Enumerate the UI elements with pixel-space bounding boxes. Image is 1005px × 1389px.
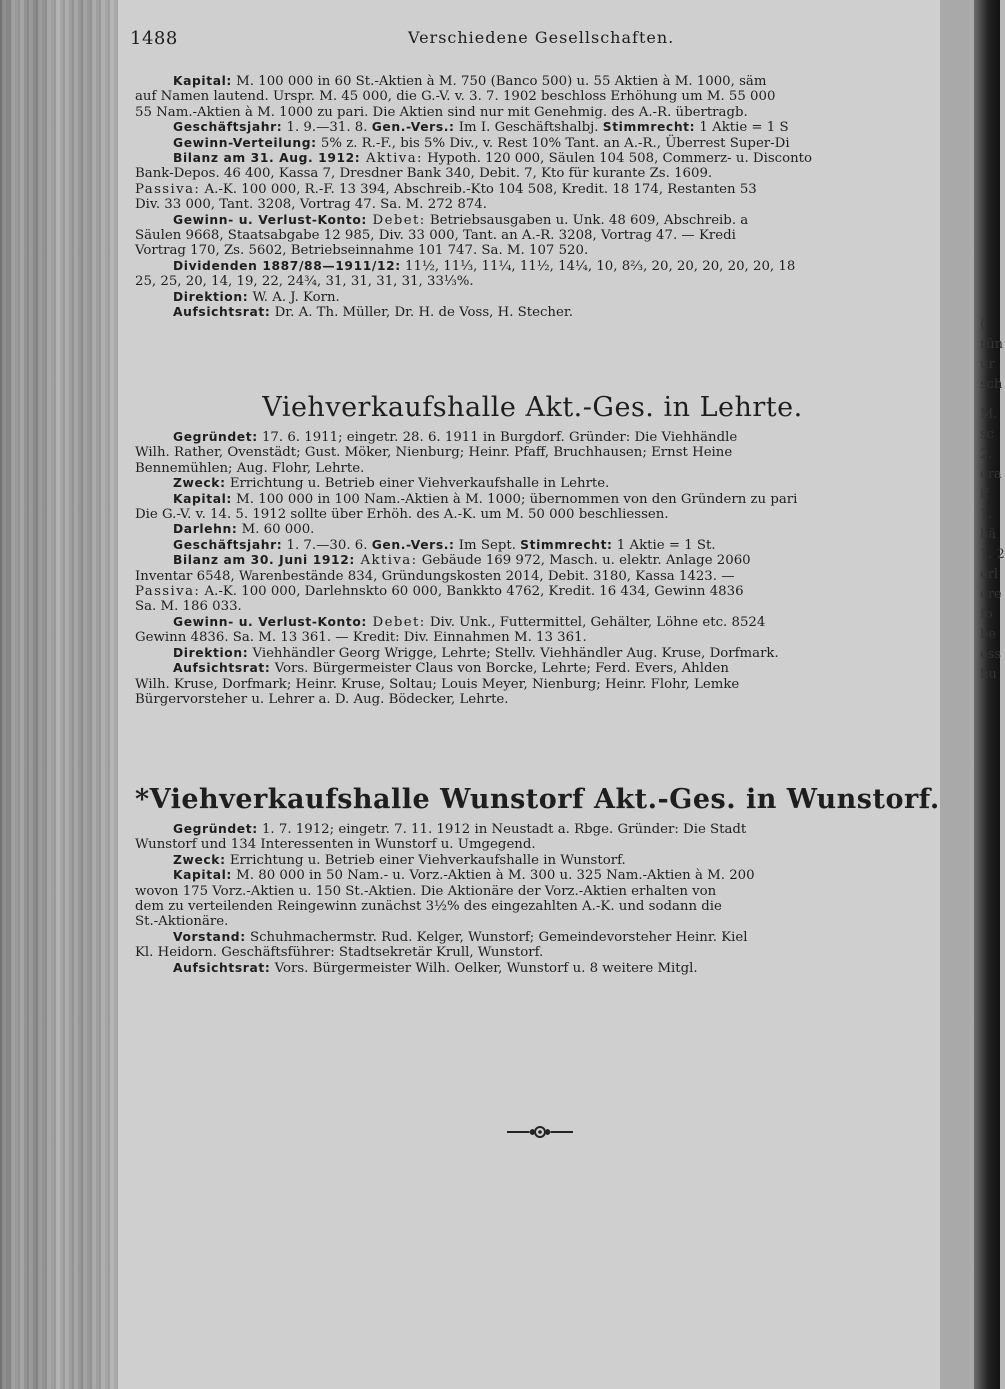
entry-keyword: Direktion: <box>173 645 249 660</box>
spaced-label: Aktiva: <box>354 553 418 569</box>
ornament-divider-icon <box>505 1124 575 1140</box>
entry-text: 1. 7. 1912; eingetr. 7. 11. 1912 in Neustadt a. Rbge. Gründer: Die Stadt <box>257 822 747 837</box>
text-line <box>135 182 930 197</box>
text-line <box>135 228 930 243</box>
text-line <box>135 677 930 692</box>
text-line <box>135 445 930 460</box>
text-line <box>135 692 930 707</box>
entry-keyword: Gen.-Vers.: <box>371 120 455 135</box>
entry-text: Hypoth. 120 000, Säulen 104 508, Commerz- u. Disconto <box>422 151 813 167</box>
entry-keyword: Zweck: <box>173 852 226 867</box>
entry-text: Inventar 6548, Warenbestände 834, Gründungskosten 2014, Debit. 3180, Kassa 1423. — <box>135 568 735 584</box>
entry-keyword: Zweck: <box>173 476 226 491</box>
bleed-fragment: M. <box>980 407 998 422</box>
entry-text: Schuhmachermstr. Rud. Kelger, Wunstorf; Gemeindevorsteher Heinr. Kiel <box>245 929 748 945</box>
entry-text: Gebäude 169 972, Masch. u. elektr. Anlage 2060 <box>417 553 751 569</box>
bleed-fragment: sch <box>980 377 1003 392</box>
entry-text: Im Sept. <box>454 537 521 553</box>
text-line <box>135 930 930 945</box>
bleed-fragment: 1. 2 <box>980 547 1005 562</box>
bleed-fragment: be <box>980 627 997 642</box>
text-line <box>135 136 930 151</box>
entry-keyword: Geschäftsjahr: <box>173 120 283 135</box>
text-line <box>135 646 930 661</box>
text-line <box>135 615 930 630</box>
entry-text: Div. 33 000, Tant. 3208, Vortrag 47. Sa. M. 272 874. <box>135 197 487 213</box>
page-number: 1488 <box>130 28 178 49</box>
entry-text: W. A. J. Korn. <box>248 289 340 305</box>
entry-keyword: Kapital: <box>173 868 232 883</box>
section-wunstorf-entry <box>135 822 930 976</box>
section-title-wunstorf: *Viehverkaufshalle Wunstorf Akt.-Ges. in Wunstorf. <box>135 784 940 815</box>
text-line <box>135 961 930 976</box>
entry-text: Vors. Bürgermeister Wilh. Oelker, Wunstorf u. 8 weitere Mitgl. <box>270 960 698 976</box>
entry-keyword: Aufsichtsrat: <box>173 305 271 320</box>
bleed-fragment: ur <box>980 357 995 372</box>
entry-text: 1 Aktie = 1 St. <box>612 537 716 553</box>
section-title-lehrte: Viehverkaufshalle Akt.-Ges. in Lehrte. <box>262 392 803 423</box>
entry-text: 1. 9.—31. 8. <box>282 120 372 136</box>
text-line <box>135 837 930 852</box>
entry-text: 1 Aktie = 1 S <box>695 120 789 136</box>
entry-keyword: Bilanz am 30. Juni 1912: <box>173 553 355 568</box>
text-line <box>135 822 930 837</box>
entry-keyword: Stimmrecht: <box>520 537 613 552</box>
entry-text: St.-Aktionäre. <box>135 914 229 930</box>
entry-text: 11½, 11⅓, 11¼, 11½, 14¼, 10, 8⅔, 20, 20, 20, 20, 20, 18 <box>400 258 796 274</box>
entry-keyword: Kapital: <box>173 74 232 88</box>
bleed-fragment: rün <box>980 337 1003 352</box>
entry-keyword: Stimmrecht: <box>602 120 696 135</box>
bleed-fragment: hä <box>980 527 997 542</box>
entry-keyword: Kapital: <box>173 491 232 506</box>
entry-keyword: Gewinn- u. Verlust-Konto: <box>173 212 367 227</box>
entry-text: Errichtung u. Betrieb einer Viehverkaufshalle in Wunstorf. <box>225 852 626 868</box>
entry-text: Vors. Bürgermeister Claus von Borcke, Lehrte; Ferd. Evers, Ahlden <box>270 661 729 677</box>
entry-text: 55 Nam.-Aktien à M. 1000 zu pari. Die Aktien sind nur mit Genehmig. des A.-R. übertragb. <box>135 104 748 120</box>
bleed-fragment: 2. <box>980 447 993 462</box>
spaced-label: Aktiva: <box>360 151 423 167</box>
entry-text: 5% z. R.-F., bis 5% Div., v. Rest 10% Tant. an A.-R., Überrest Super-Di <box>316 135 790 151</box>
entry-keyword: Dividenden 1887/88—1911/12: <box>173 258 401 273</box>
entry-keyword: Aufsichtsrat: <box>173 960 271 975</box>
entry-text: 25, 25, 20, 14, 19, 22, 24¾, 31, 31, 31, 31, 33⅓%. <box>135 274 474 290</box>
book-spine-edge <box>0 0 118 1389</box>
entry-text: dem zu verteilenden Reingewinn zunächst 3½% des eingezahlten A.-K. und sodann die <box>135 899 722 915</box>
text-line <box>135 213 930 228</box>
text-line <box>135 461 930 476</box>
text-line <box>135 899 930 914</box>
entry-text: Säulen 9668, Staatsabgabe 12 985, Div. 33 000, Tant. an A.-R. 3208, Vortrag 47. — Kredi <box>135 228 736 244</box>
entry-text: Wilh. Kruse, Dorfmark; Heinr. Kruse, Soltau; Louis Meyer, Nienburg; Heinr. Flohr, Lemke <box>135 676 740 692</box>
entry-text: M. 100 000 in 60 St.-Aktien à M. 750 (Banco 500) u. 55 Aktien à M. 1000, säm <box>231 74 767 89</box>
entry-text: Sa. M. 186 033. <box>135 599 242 615</box>
text-line <box>135 630 930 645</box>
text-line <box>135 197 930 212</box>
entry-text: wovon 175 Vorz.-Aktien u. 150 St.-Aktien. Die Aktionäre der Vorz.-Aktien erhalten von <box>135 883 717 899</box>
entry-text: auf Namen lautend. Urspr. M. 45 000, die G.-V. v. 3. 7. 1902 beschloss Erhöhung um M. 55 000 <box>135 89 776 105</box>
entry-text: Viehhändler Georg Wrigge, Lehrte; Stellv. Viehhändler Aug. Kruse, Dorfmark. <box>248 645 779 661</box>
entry-text: 17. 6. 1911; eingetr. 28. 6. 1911 in Burgdorf. Gründer: Die Viehhändle <box>257 430 738 445</box>
text-line <box>135 507 930 522</box>
page-shadow <box>974 0 1003 1389</box>
text-line <box>135 120 930 135</box>
text-line <box>135 522 930 537</box>
entry-text: Bennemühlen; Aug. Flohr, Lehrte. <box>135 460 365 476</box>
text-line <box>135 868 930 883</box>
entry-keyword: Gegründet: <box>173 822 258 836</box>
entry-text: Im I. Geschäftshalbj. <box>454 120 603 136</box>
text-line <box>135 305 930 320</box>
entry-keyword: Gewinn- u. Verlust-Konto: <box>173 614 367 629</box>
text-line <box>135 430 930 445</box>
text-line <box>135 853 930 868</box>
entry-keyword: Bilanz am 31. Aug. 1912: <box>173 151 361 166</box>
entry-text: A.-K. 100 000, R.-F. 13 394, Abschreib.-Kto 104 508, Kredit. 18 174, Restanten 53 <box>200 181 757 197</box>
text-line <box>135 492 930 507</box>
text-line <box>135 105 930 120</box>
text-line <box>135 538 930 553</box>
bleed-fragment: ( <box>980 317 986 332</box>
entry-text: 1. 7.—30. 6. <box>282 537 372 553</box>
text-line <box>135 599 930 614</box>
entry-text: Kl. Heidorn. Geschäftsführer: Stadtsekretär Krull, Wunstorf. <box>135 945 544 961</box>
spaced-label: Debet: <box>366 614 426 630</box>
entry-keyword: Direktion: <box>173 289 249 304</box>
running-title: Verschiedene Gesellschaften. <box>408 28 675 47</box>
spaced-label: Debet: <box>366 212 426 228</box>
text-line <box>135 151 930 166</box>
section-lehrte-entry <box>135 430 930 707</box>
text-line <box>135 74 930 89</box>
text-line <box>135 584 930 599</box>
entry-text: M. 100 000 in 100 Nam.-Aktien à M. 1000; übernommen von den Gründern zu pari <box>231 491 798 507</box>
bleed-fragment: sc <box>980 427 994 442</box>
entry-text: Gewinn 4836. Sa. M. 13 361. — Kredit: Div. Einnahmen M. 13 361. <box>135 630 587 646</box>
entry-text: Die G.-V. v. 14. 5. 1912 sollte über Erhöh. des A.-K. um M. 50 000 beschliessen. <box>135 507 669 523</box>
facing-page-edge <box>940 0 1005 1389</box>
spaced-label: Passiva: <box>135 181 201 197</box>
text-line <box>135 166 930 181</box>
text-line <box>135 914 930 929</box>
entry-text: Betriebsausgaben u. Unk. 48 609, Abschreib. a <box>425 212 749 228</box>
entry-text: M. 60 000. <box>237 522 315 538</box>
text-line <box>135 274 930 289</box>
text-line <box>135 569 930 584</box>
entry-keyword: Darlehn: <box>173 522 238 537</box>
entry-keyword: Geschäftsjahr: <box>173 537 283 552</box>
entry-keyword: Vorstand: <box>173 929 246 944</box>
entry-text: Bürgervorsteher u. Lehrer a. D. Aug. Bödecker, Lehrte. <box>135 691 509 707</box>
bleed-fragment: 1. <box>980 507 993 522</box>
entry-keyword: Gewinn-Verteilung: <box>173 135 317 150</box>
text-line <box>135 290 930 305</box>
entry-text: M. 80 000 in 50 Nam.- u. Vorz.-Aktien à M. 300 u. 325 Nam.-Aktien à M. 200 <box>231 868 755 884</box>
text-line <box>135 553 930 568</box>
bleed-fragment: erl <box>980 567 999 582</box>
entry-keyword: Gegründet: <box>173 430 258 444</box>
entry-text: Div. Unk., Futtermittel, Gehälter, Löhne etc. 8524 <box>425 614 766 630</box>
section-top-entry <box>135 74 930 321</box>
entry-text: Wunstorf und 134 Interessenten in Wunstorf u. Umgegend. <box>135 837 536 853</box>
bleed-fragment: era <box>980 467 1002 482</box>
entry-text: Vortrag 170, Zs. 5602, Betriebseinnahme 101 747. Sa. M. 107 520. <box>135 243 589 259</box>
spaced-label: Passiva: <box>135 584 201 600</box>
bleed-fragment: if <box>980 487 989 502</box>
entry-text: Dr. A. Th. Müller, Dr. H. de Voss, H. Stecher. <box>270 305 573 321</box>
bleed-fragment: ess <box>980 647 1002 662</box>
entry-text: Wilh. Rather, Ovenstädt; Gust. Möker, Nienburg; Heinr. Pfaff, Bruchhausen; Ernst Heine <box>135 445 733 461</box>
entry-text: A.-K. 100 000, Darlehnskto 60 000, Bankkto 4762, Kredit. 16 434, Gewinn 4836 <box>200 584 744 600</box>
text-line <box>135 884 930 899</box>
text-line <box>135 259 930 274</box>
text-line <box>135 243 930 258</box>
entry-keyword: Aufsichtsrat: <box>173 661 271 676</box>
entry-text: Errichtung u. Betrieb einer Viehverkaufshalle in Lehrte. <box>225 476 610 492</box>
entry-keyword: Gen.-Vers.: <box>371 537 455 552</box>
text-line <box>135 945 930 960</box>
text-line <box>135 476 930 491</box>
bleed-fragment: hu <box>980 667 997 682</box>
bleed-fragment: ere <box>980 587 1002 602</box>
text-line <box>135 661 930 676</box>
text-line <box>135 89 930 104</box>
bleed-fragment: fo <box>980 607 993 622</box>
entry-text: Bank-Depos. 46 400, Kassa 7, Dresdner Bank 340, Debit. 7, Kto für kurante Zs. 1609. <box>135 166 713 182</box>
